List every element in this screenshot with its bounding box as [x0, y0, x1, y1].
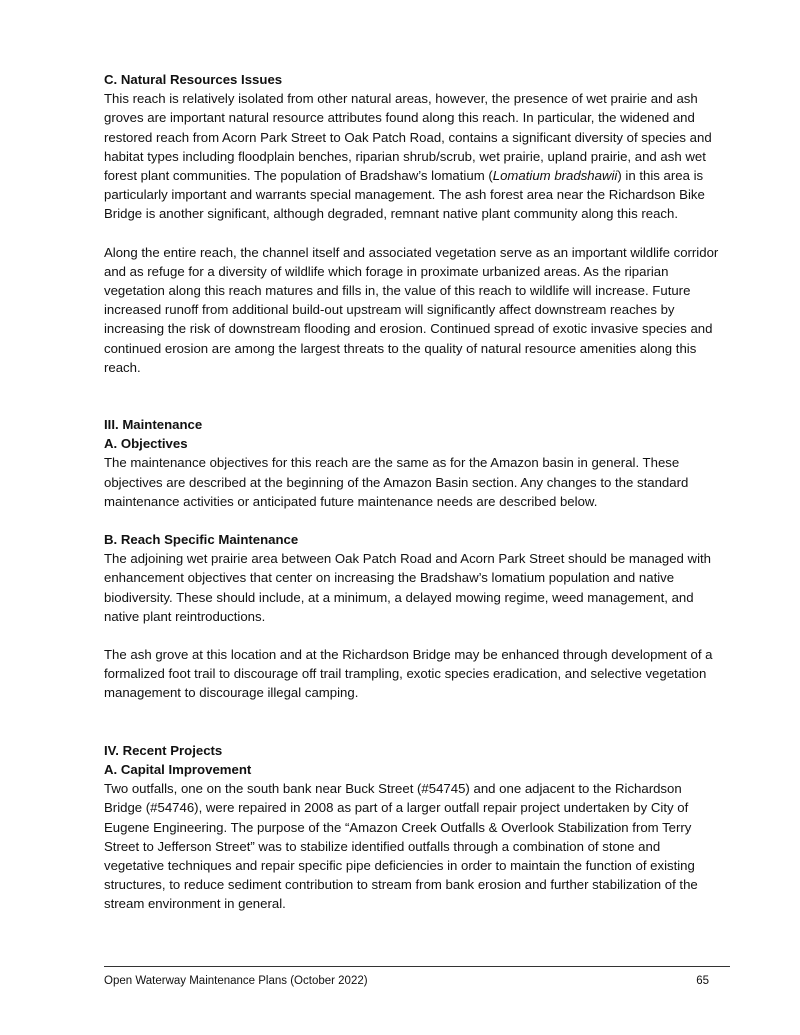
reach-specific-paragraph-2: The ash grove at this location and at the Richardson Bridge may be enhanced through development of a formalized foot trail to discourage off trail trampling, exotic species eradication, and selective vegetation management to discourage illegal camping. — [104, 647, 713, 701]
species-name-italic: Lomatium bradshawii — [492, 168, 618, 184]
capital-improvement-heading: A. Capital Improvement — [104, 761, 252, 777]
section-c-paragraph-1-text-b: ) in this area is particularly important and warrants special management. The ash forest area near the Richardson Bike Bridge is another significant, although degraded, remnant native plant community along this reach. — [104, 168, 705, 222]
footer-title: Open Waterway Maintenance Plans (October 2022) — [104, 975, 368, 987]
section-iv-heading: IV. Recent Projects — [104, 742, 223, 758]
section-c-paragraph-2: Along the entire reach, the channel itself and associated vegetation serve as an important wildlife corridor and as refuge for a diversity of wildlife which forage in proximate urbanized areas. As the riparian vegetation along this reach matures and fills in, the value of this reach to wildlife will increase. Future increased runoff from additional build-out upstream will significantly affect downstream reaches by increasing the risk of downstream flooding and erosion. Continued spread of exotic invasive species and continued erosion are among the largest threats to the quality of natural resource amenities along this reach. — [104, 244, 719, 375]
document-body — [104, 70, 720, 914]
objectives-paragraph: The maintenance objectives for this reach are the same as for the Amazon basin in general. These objectives are described at the beginning of the Amazon Basin section. Any changes to the standard maintenance activities or anticipated future maintenance needs are described below. — [104, 455, 689, 509]
page-footer — [104, 974, 709, 989]
section-iii-heading: III. Maintenance — [104, 417, 203, 433]
reach-specific-paragraph-1: The adjoining wet prairie area between Oak Patch Road and Acorn Park Street should be managed with enhancement objectives that center on increasing the Bradshaw’s lomatium population and native biodiversity. These should include, at a minimum, a delayed mowing regime, weed management, and native plant reintroductions. — [104, 551, 711, 624]
section-c-paragraph-1-text-a: This reach is relatively isolated from other natural areas, however, the presence of wet prairie and ash groves are important natural resource attributes found along this reach. In particular, the widened and restored reach from Acorn Park Street to Oak Patch Road, contains a significant diversity of species and habitat types including floodplain benches, riparian shrub/scrub, wet prairie, upland prairie, and ash wet forest plant communities. The population of Bradshaw’s lomatium ( — [104, 91, 712, 184]
section-c-paragraph-1 — [104, 89, 720, 223]
page-number: 65 — [696, 975, 709, 987]
section-c-heading: C. Natural Resources Issues — [104, 72, 283, 87]
objectives-heading: A. Objectives — [104, 436, 188, 452]
footer-divider — [104, 966, 730, 967]
reach-specific-maintenance-heading: B. Reach Specific Maintenance — [104, 532, 299, 548]
capital-improvement-paragraph: Two outfalls, one on the south bank near Buck Street (#54745) and one adjacent to the Richardson Bridge (#54746), were repaired in 2008 as part of a larger outfall repair project undertaken by City of Eugene Engineering. The purpose of the “Amazon Creek Outfalls & Overlook Stabilization from Terry Street to Jefferson Street” was to stabilize identified outfalls through a combination of stone and vegetative techniques and repair specific pipe deficiencies in order to maintain the function of existing structures, to reduce sediment contribution to stream from bank erosion and further stabilization of the stream environment in general. — [104, 781, 698, 912]
